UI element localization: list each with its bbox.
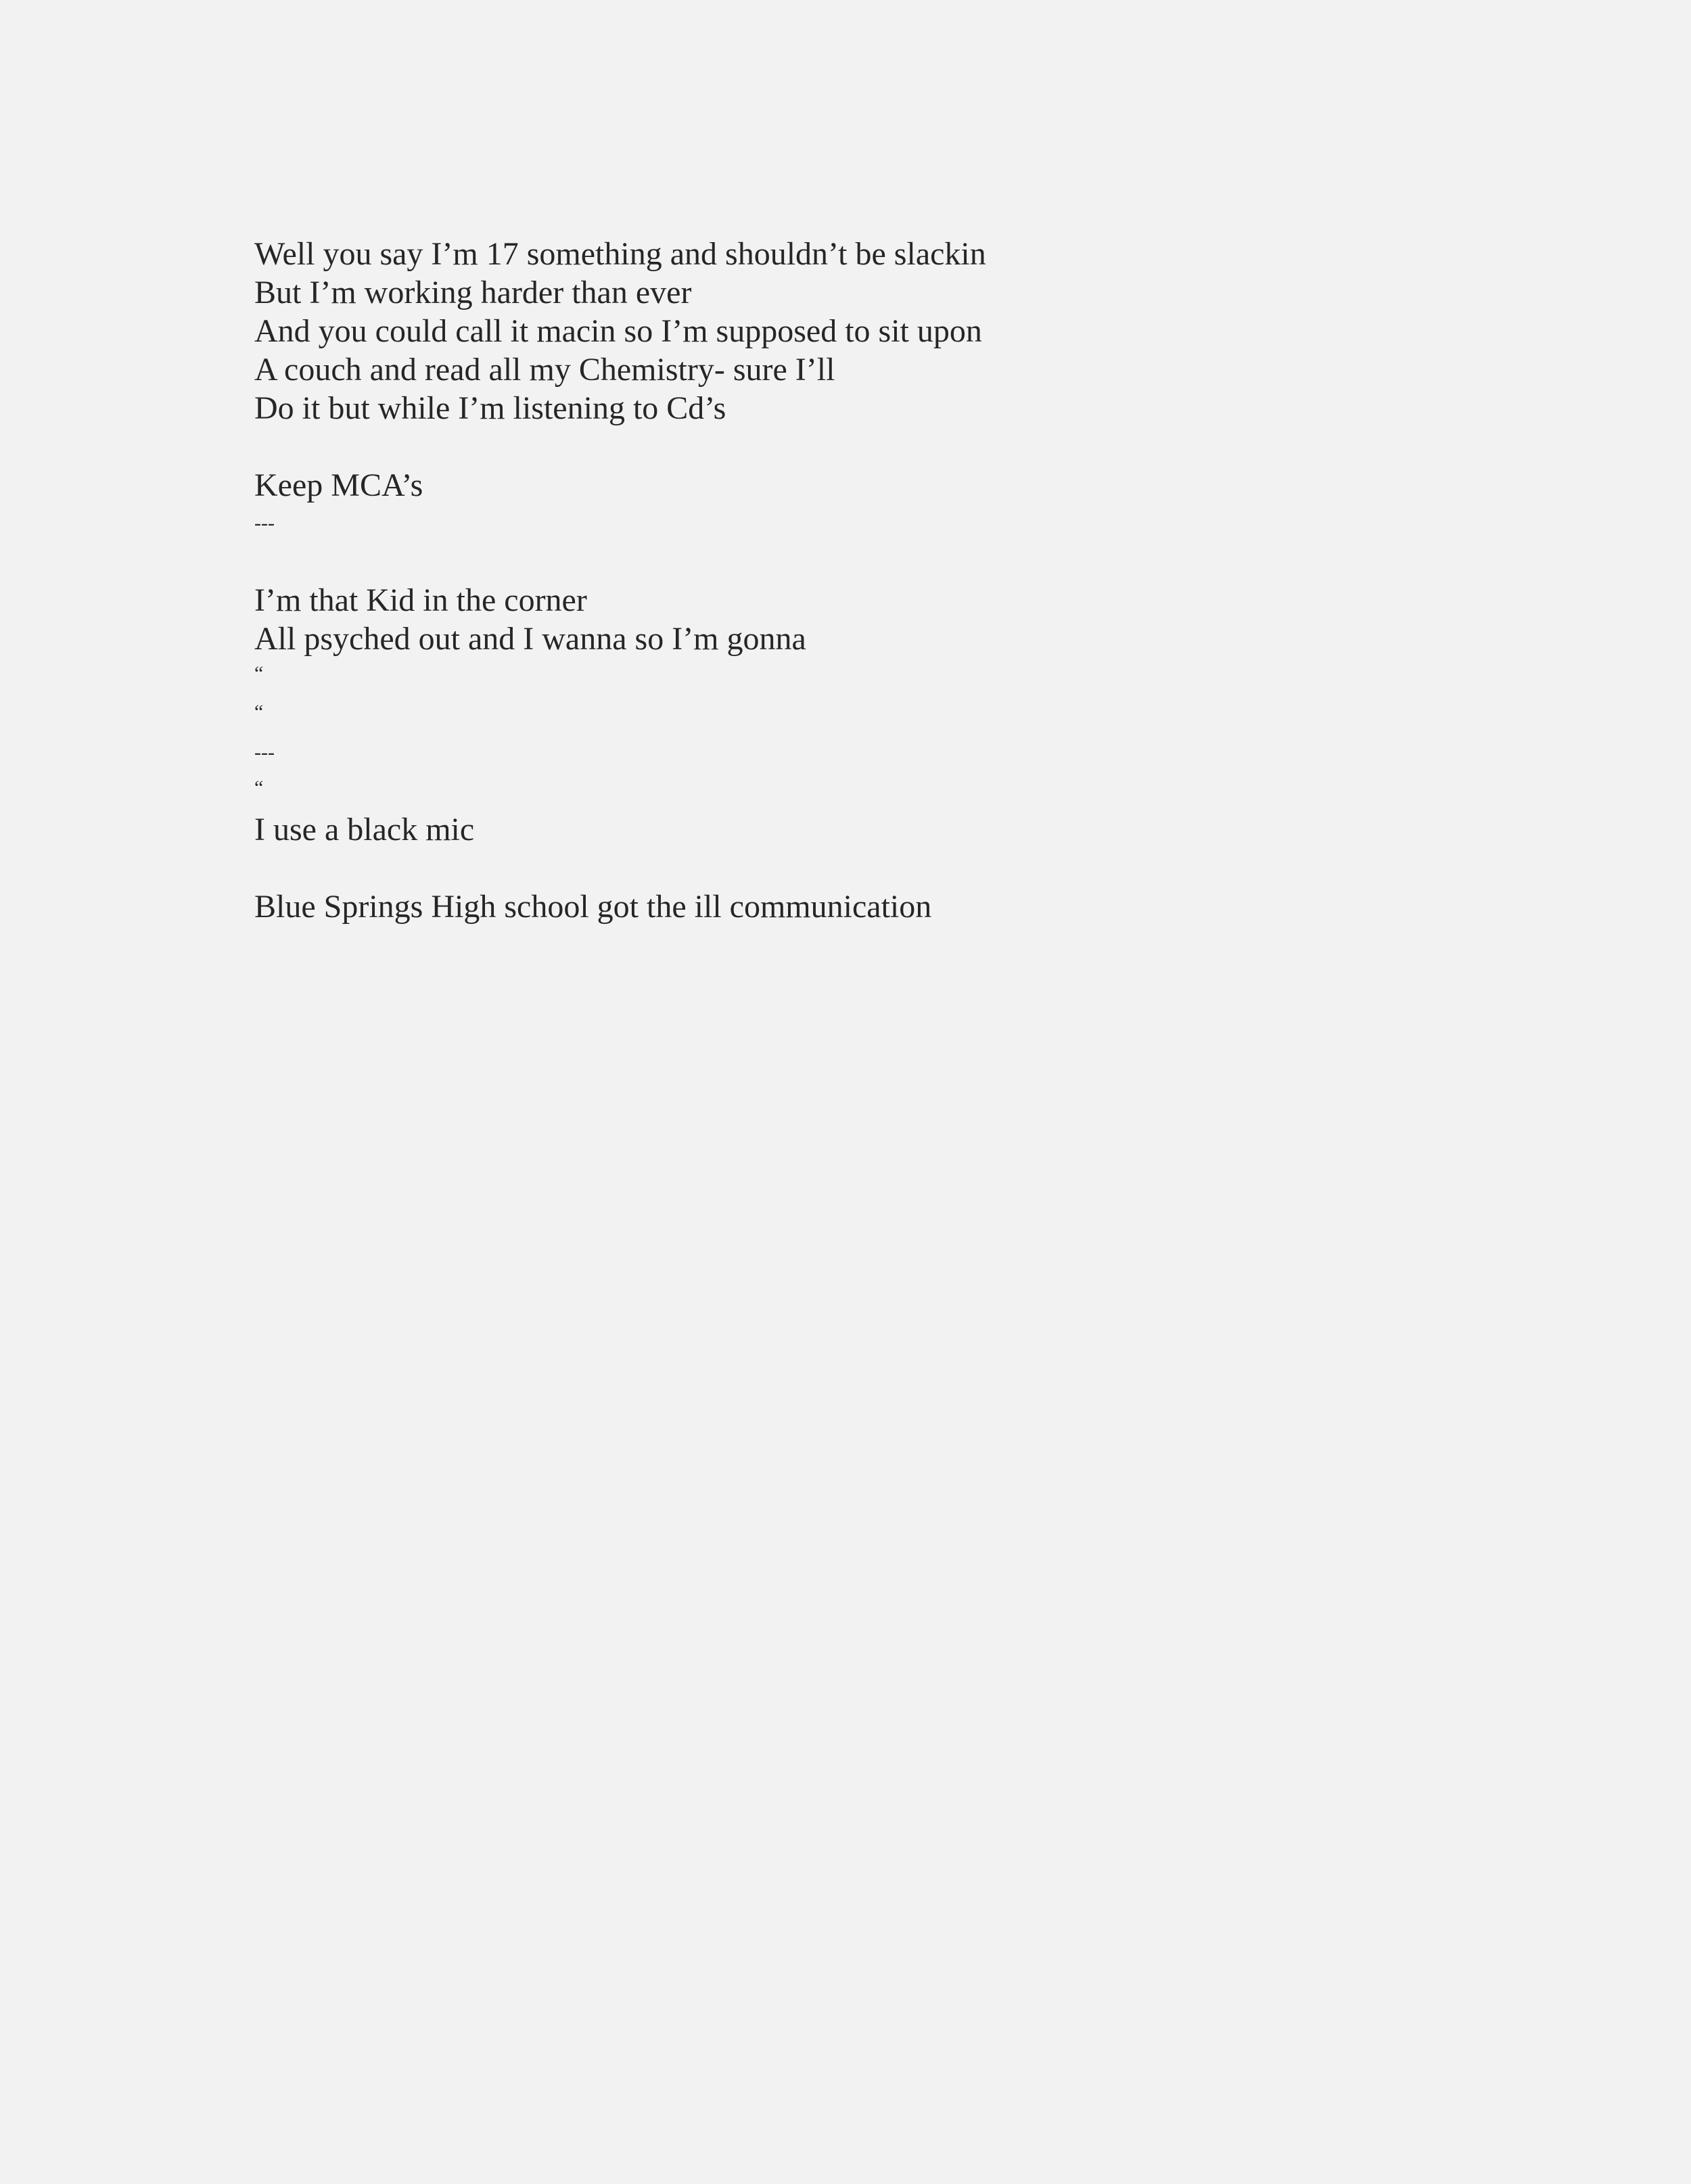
ditto-mark: “ bbox=[254, 776, 264, 799]
lyric-line: And you could call it macin so I’m supposed to sit upon bbox=[254, 313, 982, 349]
ditto-mark: “ bbox=[254, 662, 264, 684]
lyric-line: Well you say I’m 17 something and shouldn’t be slackin bbox=[254, 236, 986, 272]
lyric-line: Do it but while I’m listening to Cd’s bbox=[254, 390, 726, 426]
lyric-line: Blue Springs High school got the ill communication bbox=[254, 889, 932, 925]
lyric-line: But I’m working harder than ever bbox=[254, 275, 692, 310]
ditto-mark: “ bbox=[254, 701, 264, 723]
separator-dashes: --- bbox=[254, 512, 275, 534]
separator-dashes: --- bbox=[254, 741, 275, 764]
lyric-line: All psyched out and I wanna so I’m gonna bbox=[254, 621, 806, 657]
lyric-line: I use a black mic bbox=[254, 812, 475, 847]
lyric-line: Keep MCA’s bbox=[254, 467, 423, 503]
lyric-line: I’m that Kid in the corner bbox=[254, 582, 587, 618]
lyric-line: A couch and read all my Chemistry- sure I’ll bbox=[254, 352, 835, 388]
